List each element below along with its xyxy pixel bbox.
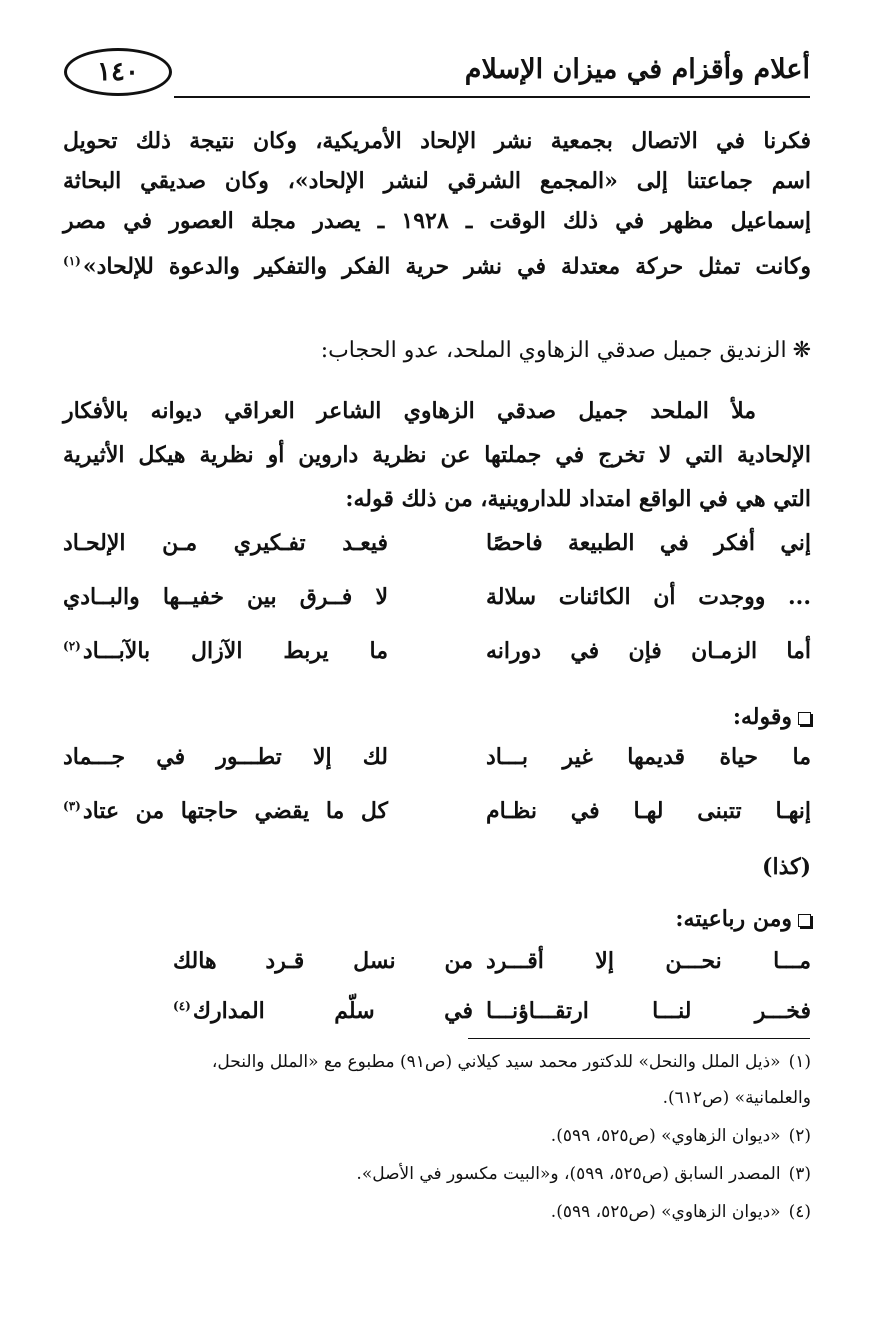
intro-text: ومن رباعيته: (675, 906, 792, 932)
verse-line (63, 638, 811, 674)
paragraph-line (63, 244, 811, 283)
section-heading (63, 334, 811, 368)
asterisk-icon: ❋ (792, 338, 811, 363)
page-number-badge (64, 48, 172, 96)
footnote (63, 1084, 811, 1112)
verse-second-hemistich: فيعـد تفـكيري مـن الإلحـاد (63, 530, 388, 556)
page-header (62, 46, 810, 106)
verse-line (63, 998, 811, 1034)
paragraph-line-text: وكانت تمثل حركة معتدلة في نشر حرية الفكر والتفكير والدعوة للإلحاد» (82, 253, 811, 280)
footnote-text: «ذيل الملل والنحل» للدكتور محمد سيد كيلاني (ص٩١) مطبوع مع «الملل والنحل، (211, 1052, 781, 1072)
footnote-divider (468, 1038, 810, 1039)
footnote (63, 1198, 811, 1226)
footnote-number: (٣) (788, 1164, 811, 1184)
verse-line (63, 798, 811, 834)
footnote (63, 1160, 811, 1188)
footnote-text: «ديوان الزهاوي» (ص٥٢٥، ٥٩٩). (550, 1126, 781, 1146)
footnote-text: «ديوان الزهاوي» (ص٥٢٥، ٥٩٩). (550, 1202, 781, 1222)
running-title: أعلام وأقزام في ميزان الإسلام (464, 54, 810, 85)
verse-second-hemistich (63, 798, 388, 824)
verse-second-hemistich: لا فــرق بين خفيــها والبــادي (63, 584, 388, 610)
paragraph-line: ملأ الملحد جميل صدقي الزهاوي الشاعر العراقي ديوانه بالأفكار (63, 398, 756, 424)
verse-second-hemistich (173, 998, 473, 1024)
paragraph-line: اسم جماعتنا إلى «المجمع الشرقي لنشر الإلحاد»، وكان صديقي البحاثة (63, 168, 811, 194)
square-bullet-icon (798, 712, 811, 725)
footnote-text: والعلمانية» (ص٦١٢). (662, 1088, 811, 1108)
verse-text: ما يربط الآزال بالآبـــاد (82, 638, 388, 664)
verse-first-hemistich: فخـــر لنـــا ارتقـــاؤنـــا (486, 998, 811, 1024)
sic-note: (كذا) (762, 854, 811, 880)
square-bullet-icon (798, 914, 811, 927)
verse-line (63, 584, 811, 620)
verse-first-hemistich: مـــا نحـــن إلا أقـــرد (486, 948, 811, 974)
verse-text: في سلّم المدارك (192, 998, 473, 1024)
verse-text: كل ما يقضي حاجتها من عتاد (82, 798, 388, 824)
footnote-number: (١) (788, 1052, 811, 1072)
footnote (63, 1122, 811, 1150)
footnote-ref: (٤) (173, 998, 191, 1013)
verse-second-hemistich (63, 638, 388, 664)
paragraph-line: الإلحادية التي لا تخرج في جملتها عن نظرية داروين أو نظرية هيكل الأثيرية (63, 442, 811, 468)
verse-first-hemistich: ما حياة قديمها غير بـــاد (486, 744, 811, 770)
verse-second-hemistich: لك إلا تطـــور في جـــماد (63, 744, 388, 770)
footnote (63, 1048, 811, 1076)
verse-line (63, 948, 811, 984)
paragraph-line: فكرنا في الاتصال بجمعية نشر الإلحاد الأمريكية، وكان نتيجة ذلك تحويل (63, 128, 812, 154)
paragraph-line: التي هي في الواقع امتداد للداروينية، من ذلك قوله: (345, 486, 811, 512)
footnote-number: (٤) (788, 1202, 811, 1222)
footnote-ref: (٣) (63, 798, 81, 813)
footnote-number: (٢) (788, 1126, 811, 1146)
header-divider (174, 96, 810, 98)
verse-first-hemistich: أما الزمـان فإن في دورانه (486, 638, 811, 664)
intro-text: وقوله: (732, 704, 792, 730)
verse-second-hemistich: من نسل قـرد هالك (173, 948, 473, 974)
page-number: ١٤٠ (97, 57, 139, 87)
footnote-ref: (٢) (63, 638, 81, 653)
verse-first-hemistich: إنهـا تتبنى لهـا في نظـام (486, 798, 811, 824)
footnote-text: المصدر السابق (ص٥٢٥، ٥٩٩)، و«البيت مكسور في الأصل». (356, 1164, 781, 1184)
footnote-ref: (١) (63, 254, 81, 268)
verse-line (63, 530, 811, 566)
verse-first-hemistich: ... ووجدت أن الكائنات سلالة (486, 584, 811, 610)
intro-line (63, 902, 811, 936)
verse-first-hemistich: إني أفكر في الطبيعة فاحصًا (486, 530, 811, 556)
verse-line (63, 744, 811, 780)
intro-line (63, 700, 811, 734)
paragraph-line: إسماعيل مظهر في ذلك الوقت ـ ١٩٢٨ ـ يصدر مجلة العصور في مصر (63, 208, 811, 234)
section-heading-text: الزنديق جميل صدقي الزهاوي الملحد، عدو الحجاب: (320, 338, 787, 363)
